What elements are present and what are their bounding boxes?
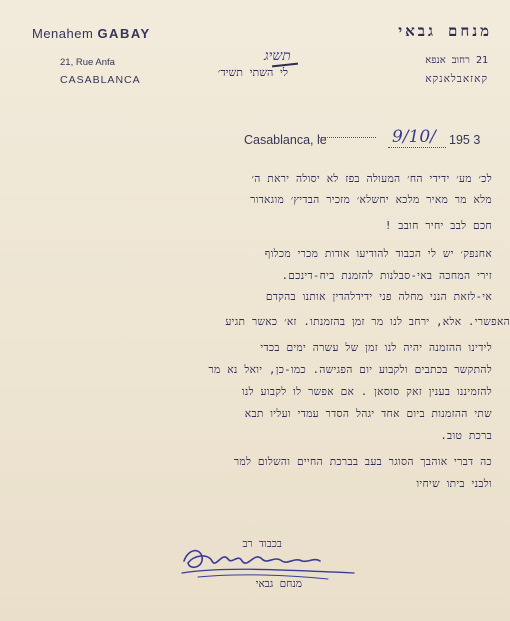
- date-city-label: Casablanca, le: [244, 133, 327, 147]
- letterhead-city-latin: CASABLANCA: [60, 74, 141, 86]
- letterhead-last-name: GABAY: [97, 26, 151, 41]
- date-dotted-line-2: [388, 147, 446, 148]
- letterhead-name-latin: [32, 26, 151, 41]
- body-line: האפשרי. אלא, ירחב לנו מר זמן בהזמנתו. זא׳ כאשר תגיע: [225, 316, 510, 328]
- body-line: אחנפק׳ יש לי הכבוד להודיעו אודות מכרי מכלוף: [264, 248, 492, 260]
- hebrew-year-handwritten: תשיג: [264, 48, 291, 64]
- body-line: להזמיננו בענין זאק סוסאן . אם אפשר לו לקבוע לנו: [241, 386, 492, 398]
- body-line: חכם לבב יחיר חובב !: [384, 220, 492, 232]
- body-line: אי-לזאת הנני מחלה פני ידידלהדין אותנו בהקדם: [265, 291, 492, 303]
- body-line: להתקשר בכתבים ולקבוע יום הפגישה. כמו-כן, יואל נא מר: [208, 364, 492, 376]
- letterhead-first-name: Menahem: [32, 26, 94, 41]
- hebrew-date-printed: לי השתי תשיד׳: [217, 66, 288, 79]
- letterhead-address-latin: 21, Rue Anfa: [60, 57, 115, 68]
- letterhead-address-hebrew: 21 רחוב אנפא: [425, 55, 488, 66]
- closing-salutation: בכבוד רב: [242, 538, 282, 550]
- body-line: ברכת טוב.: [440, 430, 492, 442]
- body-line: כה דברי אוהבך הסוגר בעב בברכת החיים והשלום למר: [233, 456, 492, 468]
- body-line: מלא מר מאיר מלכא יחשלא׳ מזכיר הבדיץ׳ מוגאדור: [250, 194, 492, 206]
- date-value: 9/10/: [392, 127, 436, 147]
- handwritten-signature: [178, 543, 358, 581]
- body-line: ולבני ביתו שיחיו: [416, 478, 492, 490]
- letterhead-city-hebrew: קאזאבלאנקא: [425, 73, 488, 85]
- signature-printed-name: מנחם גבאי: [255, 578, 302, 590]
- date-year: 195 3: [449, 133, 481, 147]
- body-line: שתי ההזמנות ביום אחד יגהל הסדר עמדי ועליו תבא: [244, 408, 492, 420]
- letterhead-name-hebrew: מנחם גבאי: [398, 22, 492, 40]
- body-line: לכ׳ מע׳ ידידי הח׳ המעולה בפז לא יסולה יראת ה׳: [251, 173, 492, 185]
- date-dotted-line: [318, 137, 376, 138]
- body-line: זירי המחכה באי-סבלנות להזמנת ביח-דינכם.: [281, 270, 492, 282]
- body-line: לידינו ההזמנה יהיה לנו זמן של עשרה ימים בכדי: [260, 342, 492, 354]
